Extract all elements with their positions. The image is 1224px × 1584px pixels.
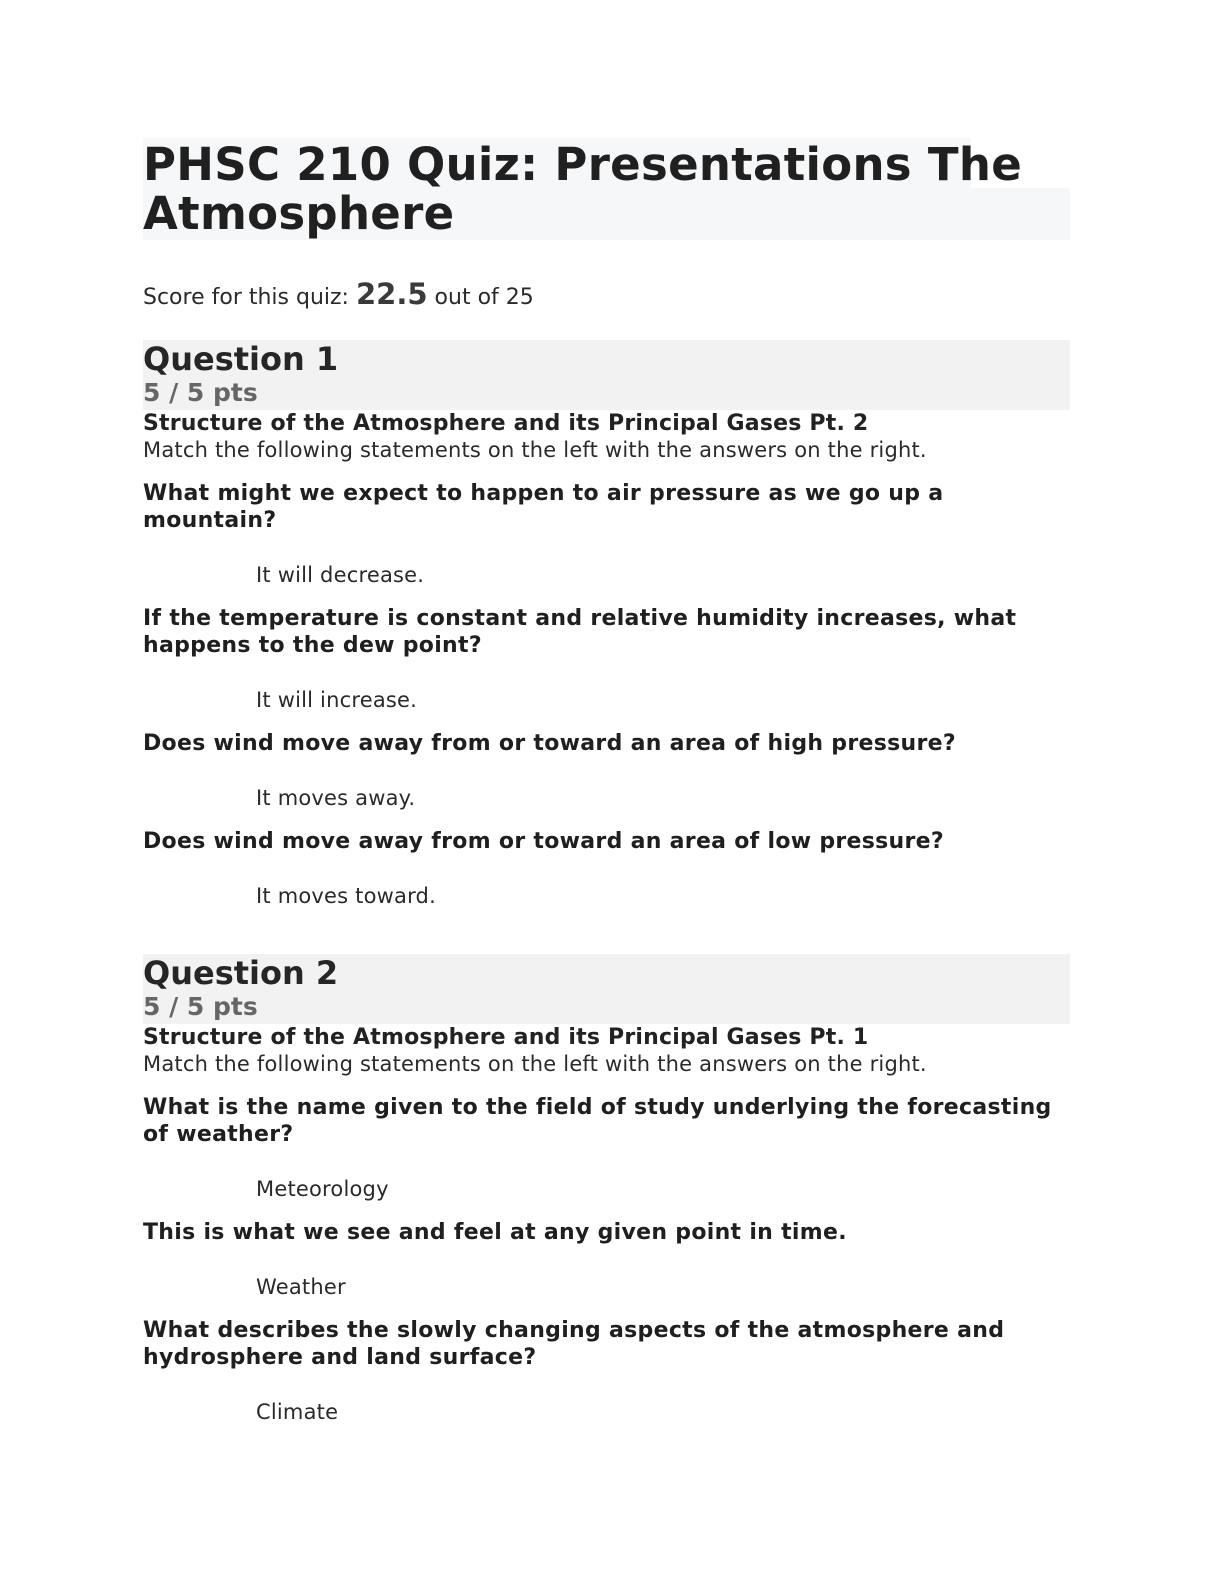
- match-prompt: What is the name given to the field of study underlying the forecasting of weather?: [143, 1095, 1052, 1147]
- question-title: Question 1: [143, 340, 339, 378]
- match-pair: [143, 730, 1070, 812]
- match-answer: Meteorology: [256, 1177, 389, 1201]
- question-topic: Structure of the Atmosphere and its Principal Gases Pt. 1: [143, 1025, 869, 1050]
- question-2: [143, 954, 1070, 1426]
- quiz-score: [143, 276, 1070, 312]
- question-points: 5 / 5 pts: [143, 992, 258, 1021]
- match-answer: It moves away.: [256, 786, 416, 810]
- question-header: [143, 954, 1070, 1024]
- match-answer: It will increase.: [256, 688, 418, 712]
- quiz-document: [143, 138, 1070, 1426]
- question-header: [143, 340, 1070, 410]
- match-prompt: What describes the slowly changing aspects of the atmosphere and hydrosphere and land surface?: [143, 1318, 1005, 1370]
- match-prompt: If the temperature is constant and relative humidity increases, what happens to the dew point?: [143, 606, 1017, 658]
- match-answer: It moves toward.: [256, 884, 436, 908]
- match-pair: [143, 828, 1070, 910]
- match-answer: Weather: [256, 1275, 346, 1299]
- title-block: [143, 138, 1070, 238]
- match-prompt: What might we expect to happen to air pressure as we go up a mountain?: [143, 481, 944, 533]
- score-value: 22.5: [355, 277, 428, 311]
- match-pair: [143, 1317, 1070, 1426]
- match-prompt: Does wind move away from or toward an area of high pressure?: [143, 731, 956, 756]
- match-answer: It will decrease.: [256, 563, 425, 587]
- match-pair: [143, 480, 1070, 589]
- match-prompt: This is what we see and feel at any given point in time.: [143, 1220, 847, 1245]
- match-pair: [143, 605, 1070, 714]
- match-prompt: Does wind move away from or toward an area of low pressure?: [143, 829, 944, 854]
- question-points: 5 / 5 pts: [143, 378, 258, 407]
- match-pair: [143, 1219, 1070, 1301]
- page-title: PHSC 210 Quiz: Presentations The Atmosphere: [143, 138, 1023, 240]
- question-1: [143, 340, 1070, 910]
- match-pair: [143, 1094, 1070, 1203]
- question-topic: Structure of the Atmosphere and its Principal Gases Pt. 2: [143, 411, 869, 436]
- match-answer: Climate: [256, 1400, 339, 1424]
- question-instructions: Match the following statements on the left with the answers on the right.: [143, 1052, 927, 1076]
- score-total: out of 25: [434, 285, 534, 310]
- question-instructions: Match the following statements on the left with the answers on the right.: [143, 438, 927, 462]
- score-label: Score for this quiz:: [143, 285, 349, 310]
- question-title: Question 2: [143, 954, 339, 992]
